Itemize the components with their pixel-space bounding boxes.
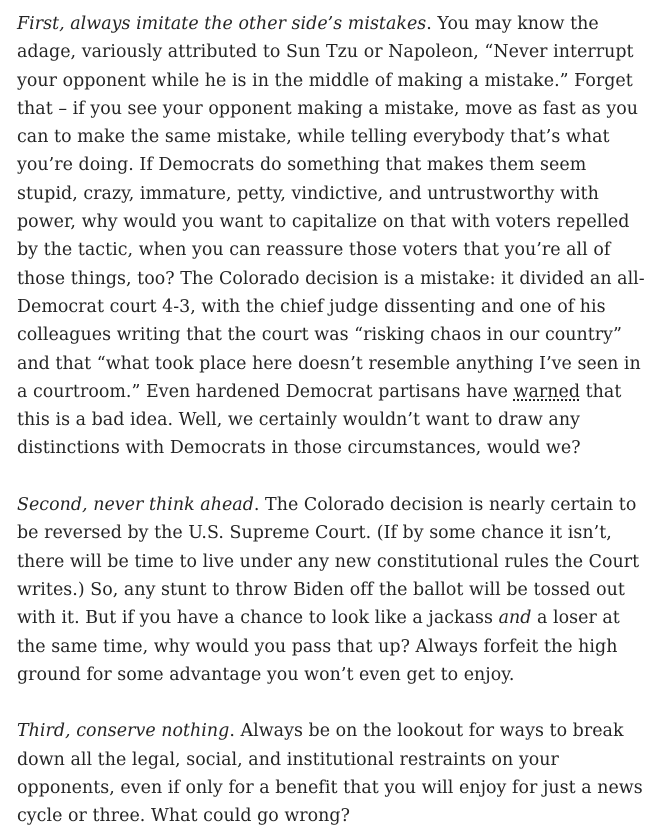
paragraph-text: a loser at the same time, why would you pass that up? Always forfeit the high ground for some advantage you won’t even get to enjoy. — [17, 608, 620, 685]
paragraph-lead-italic: Second, never think ahead — [17, 495, 254, 516]
paragraph-text: . The Colorado decision is nearly certain to be reversed by the U.S. Supreme Court. (If by some chance it isn’t, there will be time to live under any new constitutional rules the Court writes.) So, any stunt to throw Biden off the ballot will be tossed out with it. But if you have a chance to look like a jackass — [17, 495, 640, 629]
paragraph-text: . Always be on the lookout for ways to break down all the legal, social, and institutional restraints on your opponents, even if only for a benefit that you will enjoy for just a news cycle or three. What could go wrong? — [17, 721, 643, 827]
paragraph-third — [17, 717, 645, 830]
paragraph-text: . You may know the adage, variously attributed to Sun Tzu or Napoleon, “Never interrupt your opponent while he is in the middle of making a mistake.” Forget that – if you see your opponent making a mistake, move as fast as you can to make the same mistake, while telling everybody that’s what you’re doing. If Democrats do something that makes them seem stupid, crazy, immature, petty, vindictive, and untrustworthy with power, why would you want to capitalize on that with voters repelled by the tactic, when you can reassure those voters that you’re all of those things, too? The Colorado decision is a mistake: it divided an all-Democrat court 4-3, with the chief judge dissenting and one of his colleagues writing that the court was “risking chaos in our country” and that “what took place here doesn’t resemble anything I’ve seen in a courtroom.” Even hardened Democrat partisans have — [17, 14, 645, 402]
paragraph-lead-italic: Third, conserve nothing — [17, 721, 230, 742]
paragraph-second — [17, 491, 645, 689]
paragraph-lead-italic: First, always imitate the other side’s mistakes — [17, 14, 427, 34]
article-body — [17, 10, 645, 831]
warned-link[interactable]: warned — [513, 381, 581, 402]
paragraph-first — [17, 10, 645, 463]
paragraph-text: that this is a bad idea. Well, we certainly wouldn’t want to draw any distinctions with Democrats in those circumstances, would we? — [17, 381, 622, 459]
emphasis-and: and — [498, 608, 532, 629]
